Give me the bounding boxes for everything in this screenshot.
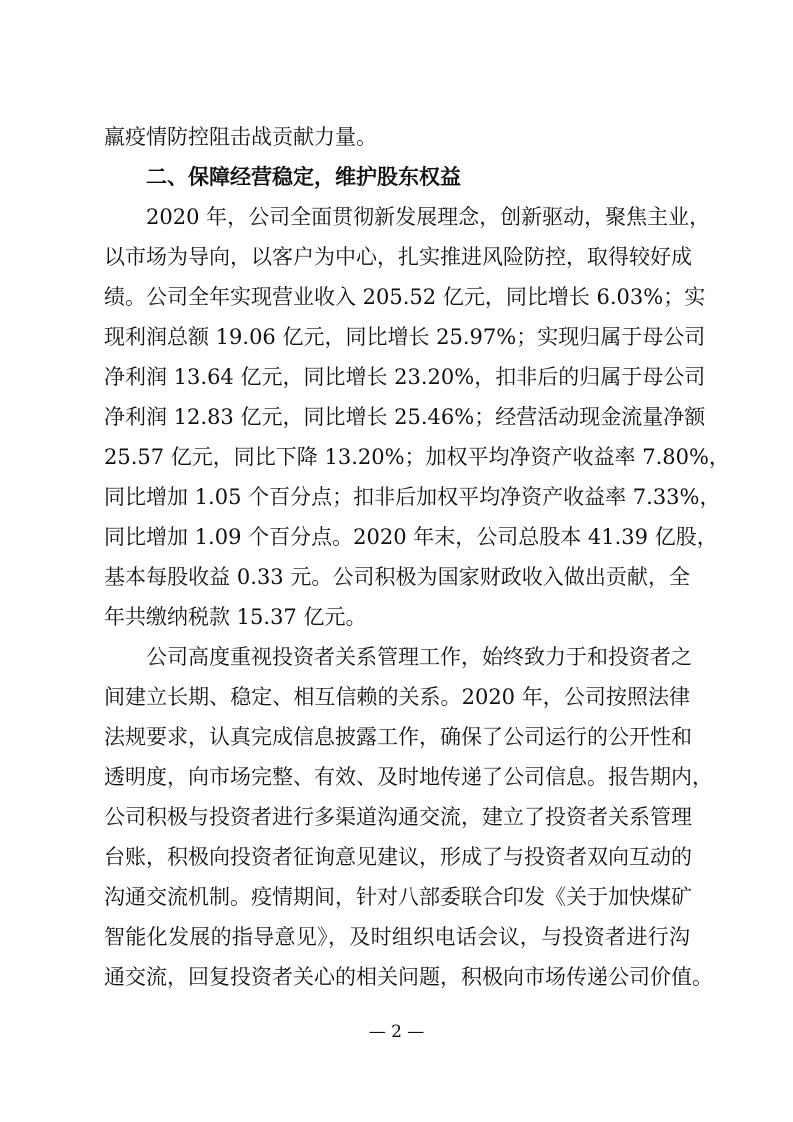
- paragraph-line: 智能化发展的指导意见》，及时组织电话会议，与投资者进行沟: [104, 925, 690, 949]
- paragraph-line: 法规要求，认真完成信息披露工作，确保了公司运行的公开性和: [104, 725, 692, 749]
- paragraph-line: 绩。公司全年实现营业收入 205.52 亿元，同比增长 6.03%；实: [104, 285, 706, 309]
- paragraph-line: 间建立长期、稳定、相互信赖的关系。2020 年，公司按照法律: [104, 685, 690, 709]
- paragraph-line: 2020 年，公司全面贯彻新发展理念，创新驱动，聚焦主业，: [146, 205, 711, 229]
- paragraph-line: 以市场为导向，以客户为中心，扎实推进风险防控，取得较好成: [104, 245, 692, 269]
- continuation-line: 羸疫情防控阻击战贡献力量。: [104, 125, 377, 149]
- paragraph-line: 净利润 12.83 亿元，同比增长 25.46%；经营活动现金流量净额: [104, 405, 706, 429]
- paragraph-line: 台账，积极向投资者征询意见建议，形成了与投资者双向互动的: [104, 845, 692, 869]
- paragraph-line: 25.57 亿元，同比下降 13.20%；加权平均净资产收益率 7.80%，: [104, 445, 730, 469]
- paragraph-line: 公司高度重视投资者关系管理工作，始终致力于和投资者之: [146, 645, 692, 669]
- paragraph-line: 基本每股收益 0.33 元。公司积极为国家财政收入做出贡献，全: [104, 565, 690, 589]
- paragraph-line: 年共缴纳税款 15.37 亿元。: [104, 605, 367, 629]
- paragraph-line: 沟通交流机制。疫情期间，针对八部委联合印发《关于加快煤矿: [104, 885, 692, 909]
- paragraph-line: 现利润总额 19.06 亿元，同比增长 25.97%；实现归属于母公司: [104, 325, 706, 349]
- page-number: — 2 —: [368, 1022, 425, 1042]
- paragraph-line: 通交流，回复投资者关心的相关问题，积极向市场传递公司价值。: [104, 965, 713, 989]
- paragraph-line: 同比增加 1.09 个百分点。2020 年末，公司总股本 41.39 亿股，: [104, 525, 718, 549]
- paragraph-line: 公司积极与投资者进行多渠道沟通交流，建立了投资者关系管理: [104, 805, 692, 829]
- section-heading: 二、保障经营稳定，维护股东权益: [146, 165, 461, 189]
- paragraph-line: 净利润 13.64 亿元，同比增长 23.20%，扣非后的归属于母公司: [104, 365, 706, 389]
- paragraph-line: 透明度，向市场完整、有效、及时地传递了公司信息。报告期内，: [104, 765, 713, 789]
- paragraph-line: 同比增加 1.05 个百分点；扣非后加权平均净资产收益率 7.33%，: [104, 485, 721, 509]
